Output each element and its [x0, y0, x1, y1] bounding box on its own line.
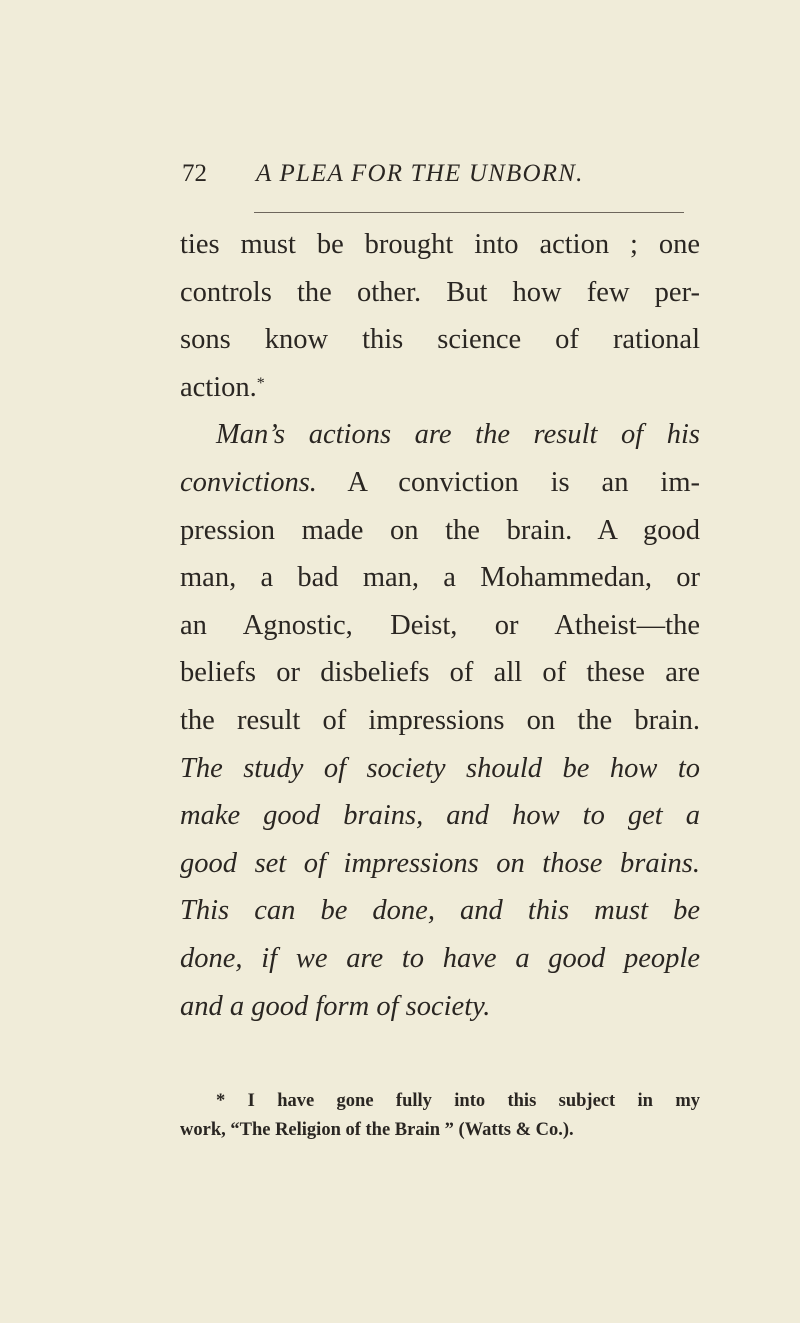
running-head	[0, 160, 800, 200]
page-number: 72	[182, 160, 207, 187]
footnote	[180, 1087, 700, 1145]
header-rule	[254, 212, 684, 213]
running-title: A PLEA FOR THE UNBORN.	[256, 160, 584, 187]
text-line: controls the other. But how few per-	[180, 276, 700, 308]
text-line: ties must be brought into action ; one	[180, 229, 700, 260]
text-line: done, if we are to have a good people	[180, 942, 700, 974]
body-text	[180, 221, 700, 1030]
text-line: This can be done, and this must be	[180, 895, 700, 927]
text-line: good set of impressions on those brains.	[180, 847, 700, 879]
text-line-italic: convictions.	[180, 466, 317, 498]
text-line: man, a bad man, a Mohammedan, or	[180, 562, 700, 594]
text-line: pression made on the brain. A good	[180, 514, 700, 546]
text-line-roman: A conviction is an im-	[316, 466, 700, 498]
text-line: Man’s actions are the result of his	[216, 419, 700, 451]
text-line: the result of impressions on the brain.	[180, 704, 700, 736]
text-line	[180, 459, 700, 507]
text-line	[180, 364, 700, 412]
text-line-content: action.	[180, 371, 257, 403]
text-line: beliefs or disbeliefs of all of these are	[180, 657, 700, 689]
text-line: sons know this science of rational	[180, 324, 700, 356]
footnote-marker: *	[256, 374, 265, 392]
text-line: an Agnostic, Deist, or Atheist—the	[180, 609, 700, 641]
text-line: and a good form of society.	[180, 990, 491, 1022]
text-line: The study of society should be how to	[180, 752, 700, 784]
text-line: make good brains, and how to get a	[180, 800, 700, 832]
footnote-line: * I have gone fully into this subject in my	[216, 1091, 700, 1111]
footnote-line: work, “The Religion of the Brain ” (Watts & Co.).	[180, 1120, 574, 1140]
